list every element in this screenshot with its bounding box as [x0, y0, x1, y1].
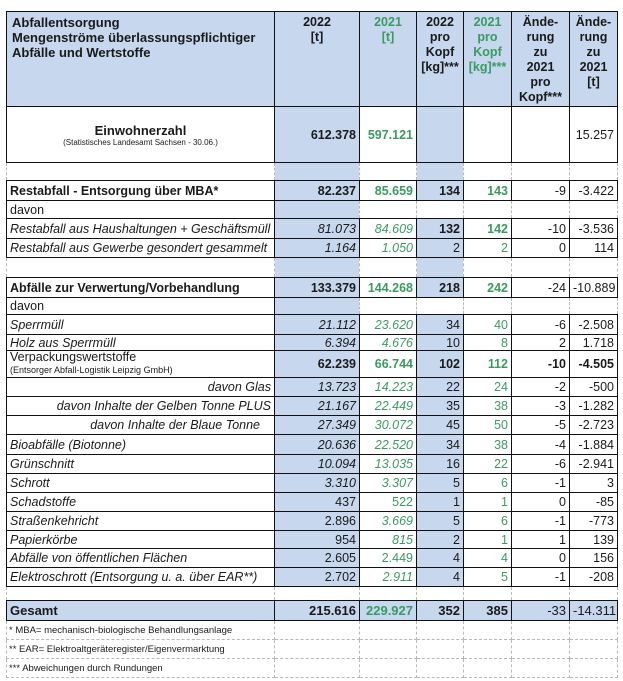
- per-capita-2022: 352: [417, 601, 464, 621]
- per-capita-2022: 4: [417, 568, 464, 587]
- per-capita-2022: 218: [417, 278, 464, 298]
- value-2022: 21.167: [275, 397, 360, 416]
- value-2022: 27.349: [275, 416, 360, 435]
- waste-table: [6, 11, 618, 678]
- change-per-capita: -10: [512, 351, 570, 378]
- per-capita-2021: 242: [464, 278, 512, 298]
- col-header-2021-per-capita: 2021 pro Kopf [kg]***: [464, 12, 512, 107]
- per-capita-2022: 34: [417, 435, 464, 455]
- change-t: -2.723: [570, 416, 618, 435]
- table-row-verwertung: [7, 278, 618, 298]
- change-t: 114: [570, 239, 618, 258]
- change-t: -500: [570, 378, 618, 397]
- change-per-capita: -5: [512, 416, 570, 435]
- col-header-2022-t: 2022 [t]: [275, 12, 360, 107]
- per-capita-2021: 22: [464, 455, 512, 474]
- row-label: Straßenkehricht: [7, 512, 275, 531]
- per-capita-2022: 22: [417, 378, 464, 397]
- value-2022: 2.702: [275, 568, 360, 587]
- value-2022: 2.896: [275, 512, 360, 531]
- change-t: -2.508: [570, 315, 618, 335]
- change-per-capita: 0: [512, 493, 570, 512]
- row-label: Holz aus Sperrmüll: [7, 335, 275, 351]
- change-per-capita: 1: [512, 531, 570, 549]
- change-t: -1.282: [570, 397, 618, 416]
- value-2021: 22.520: [360, 435, 417, 455]
- table-row-blaue-tonne: [7, 416, 618, 435]
- value-2022: 954: [275, 531, 360, 549]
- einwohner-change-t: 15.257: [570, 107, 618, 163]
- empty-cell: [464, 107, 512, 163]
- change-per-capita: -6: [512, 315, 570, 335]
- col-header-change-t: Ände- rung zu 2021 [t]: [570, 12, 618, 107]
- row-label: Schadstoffe: [7, 493, 275, 512]
- per-capita-2021: 6: [464, 512, 512, 531]
- value-2021: 14.223: [360, 378, 417, 397]
- change-t: -773: [570, 512, 618, 531]
- per-capita-2021: 8: [464, 335, 512, 351]
- value-2021: 1.050: [360, 239, 417, 258]
- header-row: [7, 12, 618, 107]
- row-label: Abfälle zur Verwertung/Vorbehandlung: [7, 278, 275, 298]
- row-label: Restabfall aus Gewerbe gesondert gesammelt: [7, 239, 275, 258]
- einwohner-2021: 597.121: [360, 107, 417, 163]
- value-2021: 85.659: [360, 181, 417, 201]
- per-capita-2021: 38: [464, 397, 512, 416]
- per-capita-2022: 35: [417, 397, 464, 416]
- value-2022: 13.723: [275, 378, 360, 397]
- per-capita-2022: 102: [417, 351, 464, 378]
- change-t: -2.941: [570, 455, 618, 474]
- change-per-capita: -33: [512, 601, 570, 621]
- value-2021: 229.927: [360, 601, 417, 621]
- table-row-oeffentliche-flaechen: [7, 549, 618, 568]
- value-2022: 10.094: [275, 455, 360, 474]
- value-2021: 22.449: [360, 397, 417, 416]
- row-label: davon Inhalte der Gelben Tonne PLUS: [7, 397, 275, 416]
- value-2022: 21.112: [275, 315, 360, 335]
- change-t: -4.505: [570, 351, 618, 378]
- table-row-bioabfaelle: [7, 435, 618, 455]
- value-2021: 3.307: [360, 474, 417, 493]
- table-row-gesamt: [7, 601, 618, 621]
- einwohner-row: [7, 107, 618, 163]
- footnote-row: [7, 659, 618, 678]
- row-label: davon Inhalte der Blaue Tonne: [7, 416, 275, 435]
- value-2022: 20.636: [275, 435, 360, 455]
- table-row-sperrmuell: [7, 315, 618, 335]
- change-per-capita: -2: [512, 378, 570, 397]
- value-2021: 2.449: [360, 549, 417, 568]
- col-header-2022-per-capita: 2022 pro Kopf [kg]***: [417, 12, 464, 107]
- per-capita-2021: 112: [464, 351, 512, 378]
- per-capita-2022: 5: [417, 512, 464, 531]
- footnote-ear: ** EAR= Elektroaltgeräteregister/Eigenvermarktung: [7, 640, 275, 659]
- table-row-glas: [7, 378, 618, 397]
- per-capita-2021: 5: [464, 568, 512, 587]
- col-header-2021-t: 2021 [t]: [360, 12, 417, 107]
- row-label: davon: [7, 201, 275, 219]
- value-2022: 81.073: [275, 219, 360, 239]
- table-row-gewerbe: [7, 239, 618, 258]
- change-per-capita: -24: [512, 278, 570, 298]
- table-row-schadstoffe: [7, 493, 618, 512]
- footnote-row: [7, 640, 618, 659]
- per-capita-2021: 40: [464, 315, 512, 335]
- table-row-davon: [7, 298, 618, 315]
- per-capita-2021: 4: [464, 549, 512, 568]
- row-label: davon Glas: [7, 378, 275, 397]
- change-per-capita: -1: [512, 474, 570, 493]
- change-t: -3.536: [570, 219, 618, 239]
- table-row-restabfall: [7, 181, 618, 201]
- table-row-holz: [7, 335, 618, 351]
- row-label-cell: [7, 351, 275, 378]
- change-per-capita: -1: [512, 512, 570, 531]
- row-label: Schrott: [7, 474, 275, 493]
- footnote-rounding: *** Abweichungen durch Rundungen: [7, 659, 275, 678]
- spacer-row: [7, 587, 618, 601]
- table-title: Abfallentsorgung Mengenströme überlassungspflichtiger Abfälle und Wertstoffe: [7, 12, 275, 107]
- value-2022: 2.605: [275, 549, 360, 568]
- value-2022: 437: [275, 493, 360, 512]
- per-capita-2022: 134: [417, 181, 464, 201]
- per-capita-2021: 143: [464, 181, 512, 201]
- row-label: Grünschnitt: [7, 455, 275, 474]
- row-label: Elektroschrott (Entsorgung u. a. über EAR**): [7, 568, 275, 587]
- change-t: 3: [570, 474, 618, 493]
- change-t: -10.889: [570, 278, 618, 298]
- col-header-change-per-capita: Ände- rung zu 2021 pro Kopf***: [512, 12, 570, 107]
- change-t: 1.718: [570, 335, 618, 351]
- change-per-capita: 0: [512, 549, 570, 568]
- einwohner-2022: 612.378: [275, 107, 360, 163]
- per-capita-2021: 2: [464, 239, 512, 258]
- row-label: Sperrmüll: [7, 315, 275, 335]
- row-label: Papierkörbe: [7, 531, 275, 549]
- value-2021: 2.911: [360, 568, 417, 587]
- value-2021: 84.609: [360, 219, 417, 239]
- row-label: davon: [7, 298, 275, 315]
- footnote-row: [7, 621, 618, 640]
- per-capita-2021: 50: [464, 416, 512, 435]
- einwohner-label: Einwohnerzahl: [94, 122, 187, 138]
- row-label: Verpackungswertstoffe: [10, 350, 137, 364]
- per-capita-2021: 1: [464, 531, 512, 549]
- table-row-verpackung: [7, 351, 618, 378]
- value-2021: 144.268: [360, 278, 417, 298]
- per-capita-2021: 142: [464, 219, 512, 239]
- footnote-mba: * MBA= mechanisch-biologische Behandlungsanlage: [7, 621, 275, 640]
- change-t: -208: [570, 568, 618, 587]
- per-capita-2021: 6: [464, 474, 512, 493]
- change-per-capita: -1: [512, 568, 570, 587]
- row-sublabel: (Entsorger Abfall-Logistik Leipzig GmbH): [10, 365, 173, 375]
- value-2022: 1.164: [275, 239, 360, 258]
- per-capita-2022: 5: [417, 474, 464, 493]
- table-row-haushalt: [7, 219, 618, 239]
- einwohner-source: (Statistisches Landesamt Sachsen - 30.06.): [63, 137, 218, 147]
- empty-cell: [512, 107, 570, 163]
- change-per-capita: 2: [512, 335, 570, 351]
- per-capita-2022: 10: [417, 335, 464, 351]
- table-row-papierkoerbe: [7, 531, 618, 549]
- table-row-davon: [7, 201, 618, 219]
- spacer-row: [7, 163, 618, 181]
- table-row-schrott: [7, 474, 618, 493]
- value-2021: 3.669: [360, 512, 417, 531]
- change-per-capita: 0: [512, 239, 570, 258]
- value-2021: 30.072: [360, 416, 417, 435]
- value-2021: 815: [360, 531, 417, 549]
- value-2021: 13.035: [360, 455, 417, 474]
- row-label: Restabfall - Entsorgung über MBA*: [7, 181, 275, 201]
- change-t: -3.422: [570, 181, 618, 201]
- value-2022: 215.616: [275, 601, 360, 621]
- per-capita-2022: 45: [417, 416, 464, 435]
- change-t: -14.311: [570, 601, 618, 621]
- value-2022: 62.239: [275, 351, 360, 378]
- change-per-capita: -3: [512, 397, 570, 416]
- table-row-strassenkehricht: [7, 512, 618, 531]
- einwohner-label-cell: [7, 107, 275, 163]
- spacer-row: [7, 258, 618, 278]
- per-capita-2022: 16: [417, 455, 464, 474]
- table-row-elektroschrott: [7, 568, 618, 587]
- row-label: Restabfall aus Haushaltungen + Geschäftsmüll: [7, 219, 275, 239]
- per-capita-2022: 2: [417, 531, 464, 549]
- change-per-capita: -4: [512, 435, 570, 455]
- per-capita-2021: 1: [464, 493, 512, 512]
- change-per-capita: -9: [512, 181, 570, 201]
- value-2022: 3.310: [275, 474, 360, 493]
- per-capita-2021: 24: [464, 378, 512, 397]
- table-row-gelbe-tonne: [7, 397, 618, 416]
- table-row-gruenschnitt: [7, 455, 618, 474]
- per-capita-2021: 38: [464, 435, 512, 455]
- change-t: 156: [570, 549, 618, 568]
- change-t: -85: [570, 493, 618, 512]
- per-capita-2022: 132: [417, 219, 464, 239]
- change-per-capita: -10: [512, 219, 570, 239]
- value-2021: 522: [360, 493, 417, 512]
- change-per-capita: -6: [512, 455, 570, 474]
- value-2022: 6.394: [275, 335, 360, 351]
- value-2021: 4.676: [360, 335, 417, 351]
- row-label: Gesamt: [7, 601, 275, 621]
- row-label: Abfälle von öffentlichen Flächen: [7, 549, 275, 568]
- per-capita-2022: 2: [417, 239, 464, 258]
- value-2021: 66.744: [360, 351, 417, 378]
- value-2022: 133.379: [275, 278, 360, 298]
- change-t: 139: [570, 531, 618, 549]
- per-capita-2022: 1: [417, 493, 464, 512]
- value-2021: 23.620: [360, 315, 417, 335]
- row-label: Bioabfälle (Biotonne): [7, 435, 275, 455]
- per-capita-2021: 385: [464, 601, 512, 621]
- per-capita-2022: 34: [417, 315, 464, 335]
- per-capita-2022: 4: [417, 549, 464, 568]
- change-t: -1.884: [570, 435, 618, 455]
- empty-cell: [417, 107, 464, 163]
- value-2022: 82.237: [275, 181, 360, 201]
